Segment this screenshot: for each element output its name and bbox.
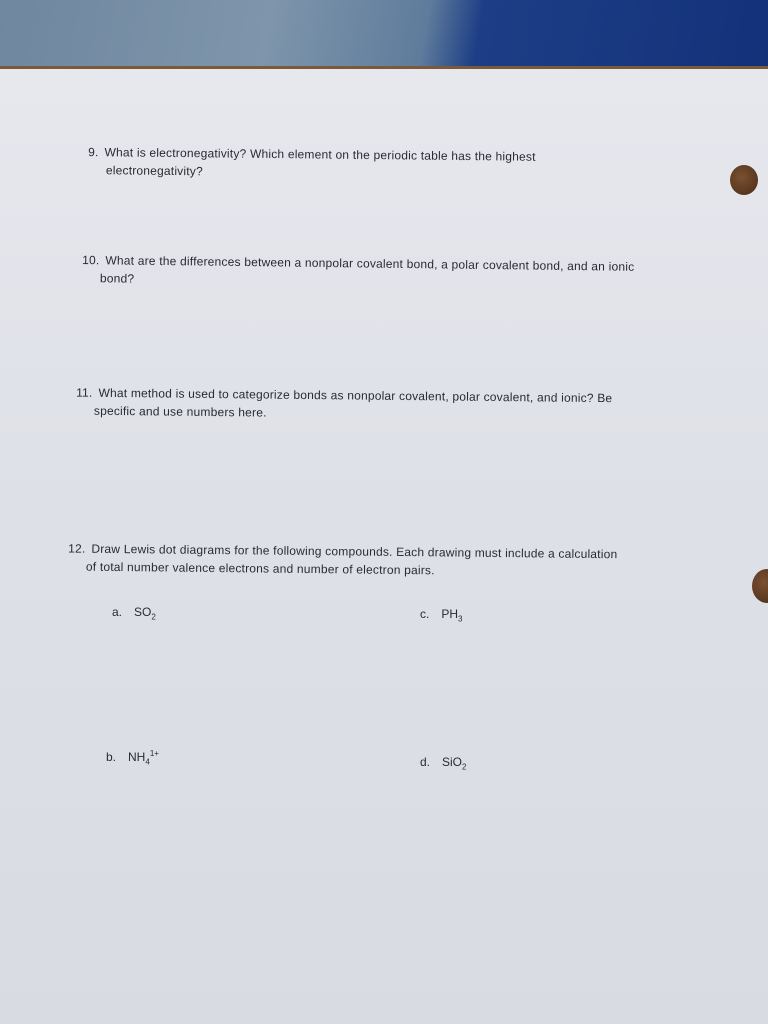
question-12: [68, 539, 738, 582]
question-text: What are the differences between a nonpolar covalent bond, a polar covalent bond, and an ionic: [105, 253, 635, 274]
formula-base: SO: [134, 605, 152, 619]
question-number: 9.: [88, 145, 99, 160]
formula-subscript: 3: [458, 614, 463, 624]
question-text-continued: electronegativity?: [105, 163, 203, 179]
worksheet-page: [0, 66, 768, 1024]
part-label: a.: [112, 605, 123, 619]
formula-subscript: 2: [462, 762, 467, 772]
part-label: d.: [420, 755, 431, 769]
punch-hole: [730, 165, 758, 195]
compound-a: [112, 605, 156, 621]
formula-base: NH: [128, 750, 146, 764]
formula-charge: 1+: [149, 749, 159, 758]
compound-d: [420, 755, 466, 771]
question-10: [82, 251, 732, 295]
question-text-continued: bond?: [99, 271, 135, 286]
question-9: [88, 143, 648, 185]
question-number: 10.: [82, 253, 100, 268]
part-label: b.: [106, 750, 117, 764]
question-number: 11.: [76, 385, 93, 400]
formula-base: SiO: [442, 755, 463, 769]
part-label: c.: [420, 607, 430, 621]
formula-subscript: 4: [145, 757, 150, 767]
punch-hole: [752, 569, 768, 603]
question-text-continued: of total number valence electrons and number of electron pairs.: [85, 559, 435, 578]
compound-b: [106, 749, 159, 766]
question-number: 12.: [68, 541, 86, 556]
question-text-continued: specific and use numbers here.: [93, 403, 267, 420]
formula-subscript: 2: [151, 612, 156, 622]
question-text: Draw Lewis dot diagrams for the following compounds. Each drawing must include a calculation: [91, 541, 618, 562]
question-text: What is electronegativity? Which element on the periodic table has the highest: [104, 145, 536, 164]
formula-base: PH: [441, 607, 459, 621]
compound-c: [420, 607, 462, 623]
question-11: [76, 384, 726, 427]
question-text: What method is used to categorize bonds as nonpolar covalent, polar covalent, and ionic? Be: [98, 385, 613, 406]
